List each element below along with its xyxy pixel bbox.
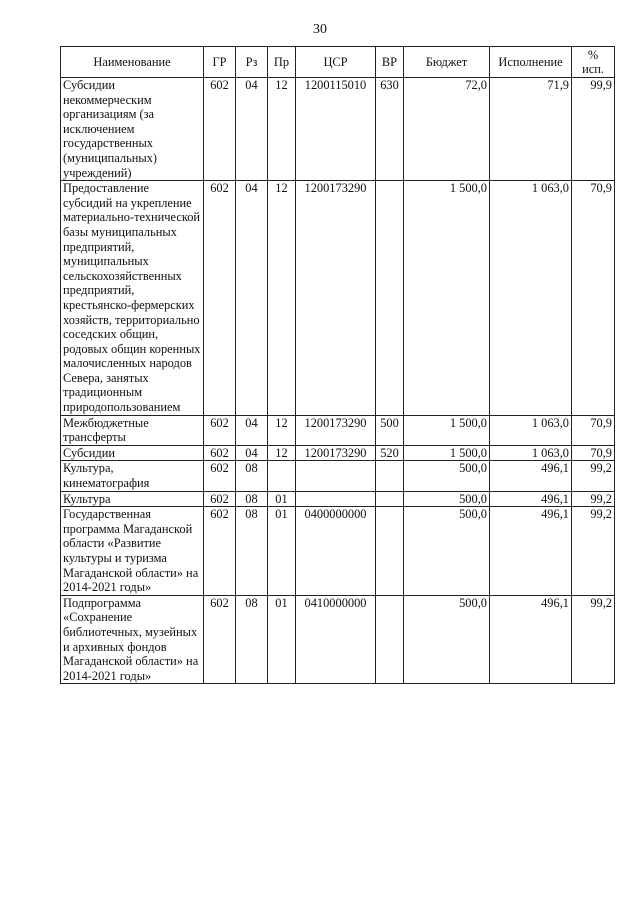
table-row bbox=[61, 595, 615, 684]
row-budget: 500,0 bbox=[404, 491, 490, 507]
row-percent: 99,2 bbox=[572, 461, 615, 491]
row-percent: 99,2 bbox=[572, 595, 615, 684]
row-gr: 602 bbox=[204, 595, 236, 684]
row-rz: 08 bbox=[236, 461, 268, 491]
row-name: Культура, кинематография bbox=[61, 461, 204, 491]
table-header-row bbox=[61, 47, 615, 78]
row-gr: 602 bbox=[204, 181, 236, 416]
row-pr: 01 bbox=[268, 491, 296, 507]
row-pr: 12 bbox=[268, 78, 296, 181]
row-rz: 04 bbox=[236, 78, 268, 181]
row-rz: 04 bbox=[236, 181, 268, 416]
row-name: Межбюджетные трансферты bbox=[61, 415, 204, 445]
row-vr: 630 bbox=[376, 78, 404, 181]
row-name: Предоставление субсидий на укрепление материально-технической базы муниципальных предприятий, муниципальных сельскохозяйственных предприятий, крестьянско-фермерских хозяйств, территориально соседских общин, родовых общин коренных малочисленных народов Севера, занятых традиционным природопользованием bbox=[61, 181, 204, 416]
row-csr bbox=[296, 461, 376, 491]
header-execution: Исполнение bbox=[490, 47, 572, 78]
table-row bbox=[61, 78, 615, 181]
row-vr bbox=[376, 461, 404, 491]
row-name: Субсидии bbox=[61, 445, 204, 461]
header-percent-label: исп. bbox=[582, 62, 604, 76]
page-number: 30 bbox=[313, 22, 327, 37]
table-row bbox=[61, 461, 615, 491]
row-csr: 0410000000 bbox=[296, 595, 376, 684]
row-csr: 1200115010 bbox=[296, 78, 376, 181]
row-pr bbox=[268, 461, 296, 491]
header-csr: ЦСР bbox=[296, 47, 376, 78]
row-name: Государственная программа Магаданской области «Развитие культуры и туризма Магаданской области» на 2014-2021 годы» bbox=[61, 507, 204, 596]
row-csr: 1200173290 bbox=[296, 445, 376, 461]
row-gr: 602 bbox=[204, 78, 236, 181]
row-rz: 08 bbox=[236, 595, 268, 684]
row-gr: 602 bbox=[204, 461, 236, 491]
header-rz: Рз bbox=[236, 47, 268, 78]
row-budget: 500,0 bbox=[404, 595, 490, 684]
row-execution: 496,1 bbox=[490, 461, 572, 491]
row-budget: 500,0 bbox=[404, 461, 490, 491]
row-rz: 04 bbox=[236, 415, 268, 445]
header-vr: ВР bbox=[376, 47, 404, 78]
row-vr bbox=[376, 507, 404, 596]
row-rz: 08 bbox=[236, 491, 268, 507]
row-pr: 12 bbox=[268, 181, 296, 416]
row-vr: 520 bbox=[376, 445, 404, 461]
header-pr: Пр bbox=[268, 47, 296, 78]
table-row bbox=[61, 491, 615, 507]
row-pr: 01 bbox=[268, 595, 296, 684]
table-row bbox=[61, 415, 615, 445]
table-row bbox=[61, 445, 615, 461]
row-percent: 99,9 bbox=[572, 78, 615, 181]
row-budget: 1 500,0 bbox=[404, 181, 490, 416]
row-execution: 496,1 bbox=[490, 491, 572, 507]
row-budget: 72,0 bbox=[404, 78, 490, 181]
row-gr: 602 bbox=[204, 491, 236, 507]
row-name: Субсидии некоммерческим организациям (за исключением государственных (муниципальных) учреждений) bbox=[61, 78, 204, 181]
row-percent: 99,2 bbox=[572, 491, 615, 507]
header-gr: ГР bbox=[204, 47, 236, 78]
row-gr: 602 bbox=[204, 415, 236, 445]
row-name: Подпрограмма «Сохранение библиотечных, музейных и архивных фондов Магаданской области» на 2014-2021 годы» bbox=[61, 595, 204, 684]
row-vr bbox=[376, 181, 404, 416]
row-rz: 04 bbox=[236, 445, 268, 461]
row-pr: 12 bbox=[268, 445, 296, 461]
row-percent: 70,9 bbox=[572, 181, 615, 416]
row-execution: 1 063,0 bbox=[490, 445, 572, 461]
row-csr: 1200173290 bbox=[296, 415, 376, 445]
row-rz: 08 bbox=[236, 507, 268, 596]
row-csr bbox=[296, 491, 376, 507]
row-percent: 70,9 bbox=[572, 445, 615, 461]
row-budget: 1 500,0 bbox=[404, 415, 490, 445]
header-percent bbox=[572, 47, 615, 78]
row-budget: 1 500,0 bbox=[404, 445, 490, 461]
row-gr: 602 bbox=[204, 507, 236, 596]
row-name: Культура bbox=[61, 491, 204, 507]
header-budget: Бюджет bbox=[404, 47, 490, 78]
table-row bbox=[61, 181, 615, 416]
row-percent: 99,2 bbox=[572, 507, 615, 596]
row-pr: 12 bbox=[268, 415, 296, 445]
row-execution: 1 063,0 bbox=[490, 415, 572, 445]
row-execution: 496,1 bbox=[490, 595, 572, 684]
row-vr: 500 bbox=[376, 415, 404, 445]
row-pr: 01 bbox=[268, 507, 296, 596]
row-execution: 496,1 bbox=[490, 507, 572, 596]
row-execution: 1 063,0 bbox=[490, 181, 572, 416]
header-percent-sign: % bbox=[587, 48, 599, 62]
row-execution: 71,9 bbox=[490, 78, 572, 181]
row-vr bbox=[376, 491, 404, 507]
budget-execution-table bbox=[60, 46, 615, 684]
row-budget: 500,0 bbox=[404, 507, 490, 596]
row-vr bbox=[376, 595, 404, 684]
table-row bbox=[61, 507, 615, 596]
row-gr: 602 bbox=[204, 445, 236, 461]
header-name: Наименование bbox=[61, 47, 204, 78]
row-percent: 70,9 bbox=[572, 415, 615, 445]
row-csr: 1200173290 bbox=[296, 181, 376, 416]
row-csr: 0400000000 bbox=[296, 507, 376, 596]
